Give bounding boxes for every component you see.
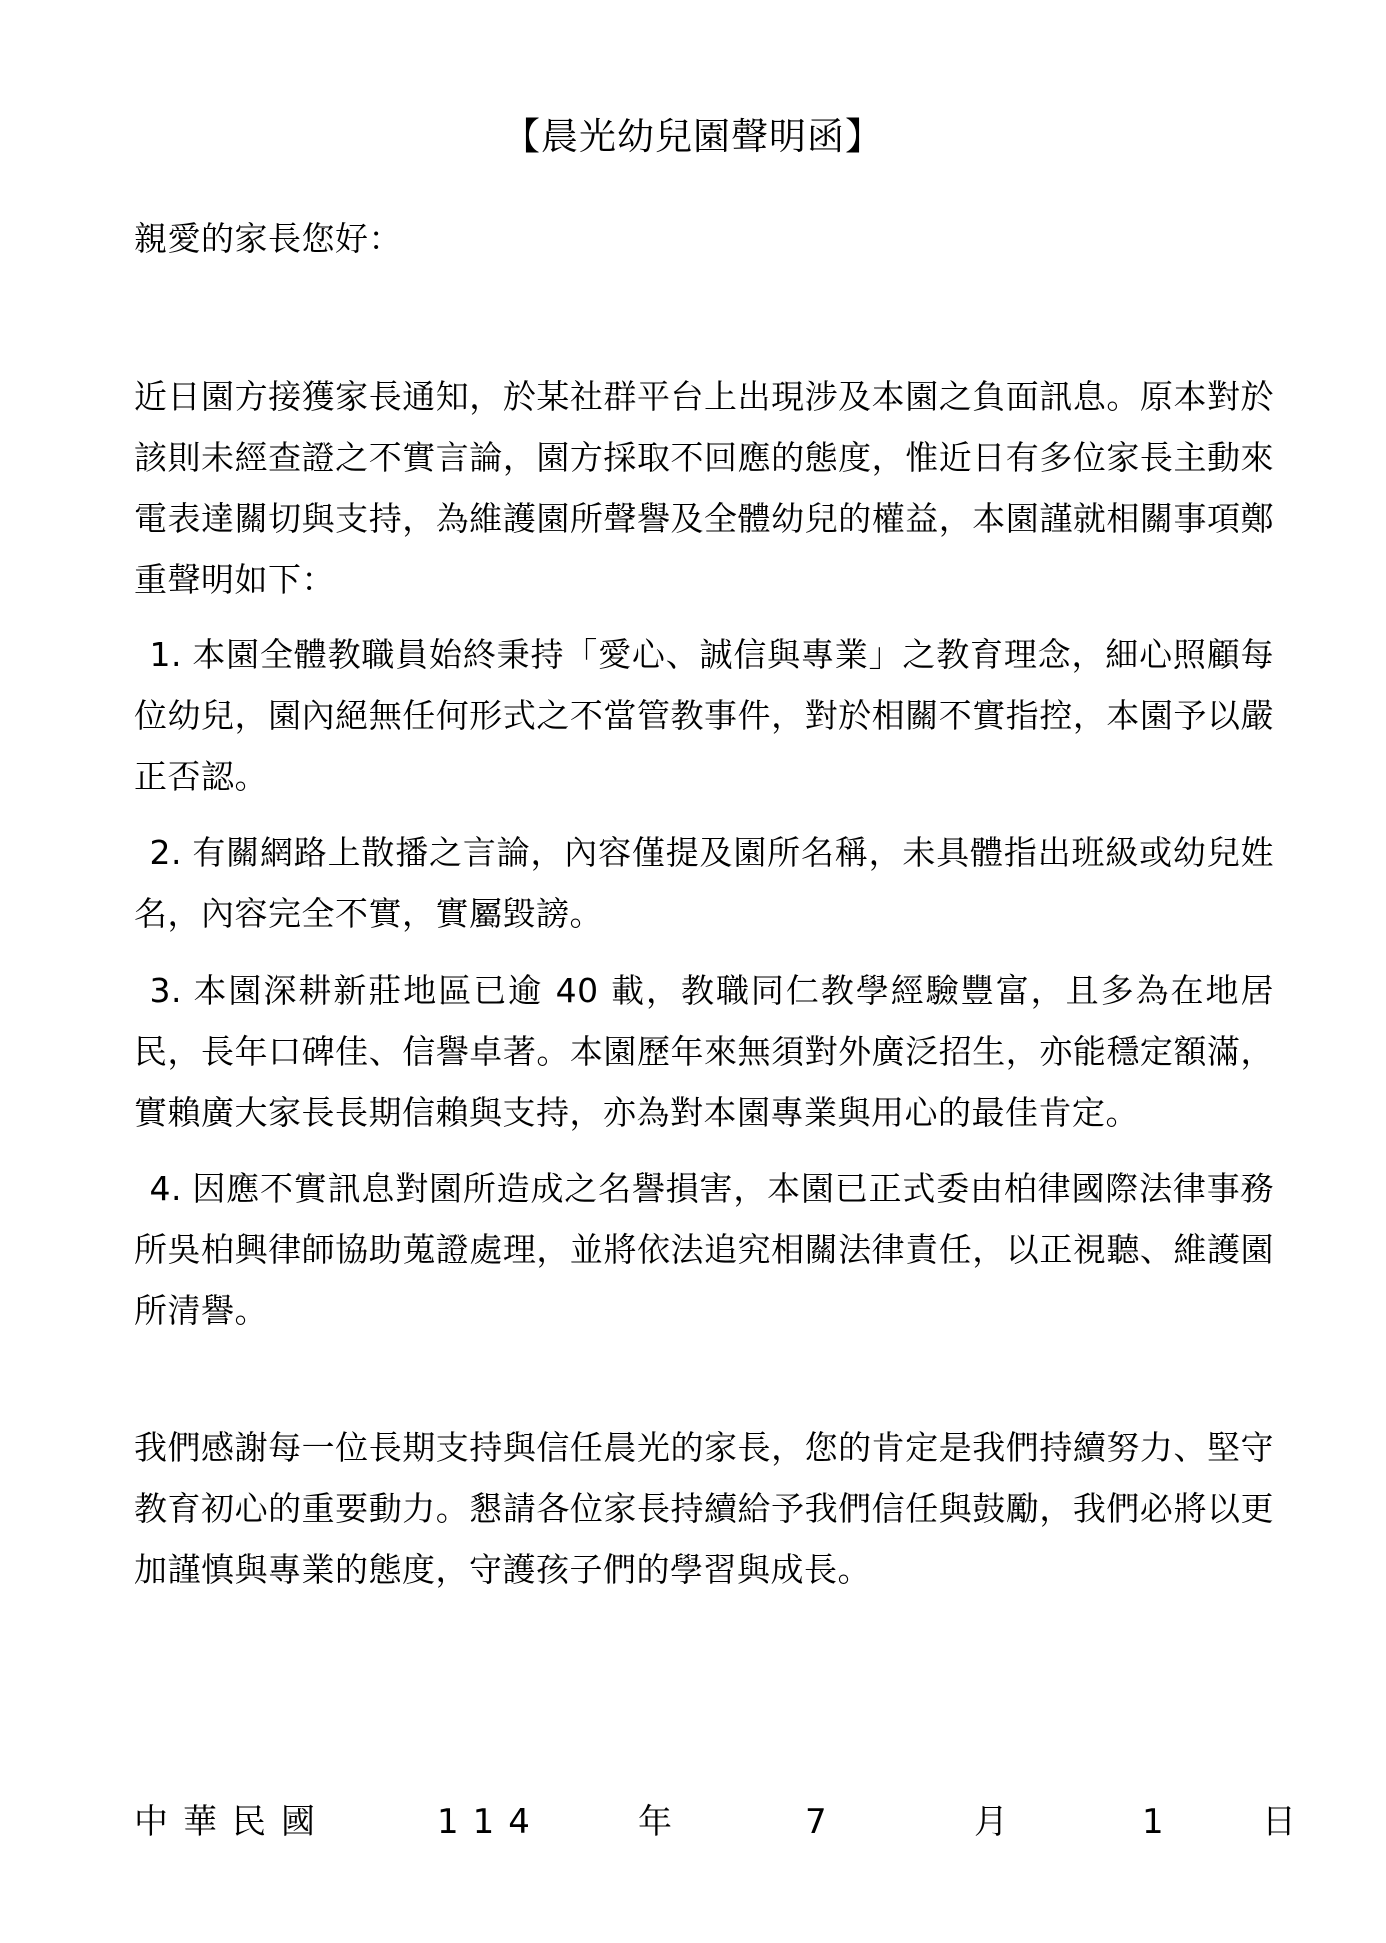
item-number: 2. bbox=[149, 833, 182, 872]
item-number: 3. bbox=[149, 971, 182, 1010]
item-text: 因應不實訊息對園所造成之名譽損害，本園已正式委由柏律國際法律事務所吳柏興律師協助蒐證處理，並將依法追究相關法律責任，以正視聽、維護園所清譽。 bbox=[134, 1169, 1274, 1330]
document-title: 【晨光幼兒園聲明函】 bbox=[503, 115, 883, 158]
date-day-unit: 日 bbox=[1262, 1802, 1296, 1842]
date-year: 114 bbox=[437, 1802, 544, 1842]
closing-paragraph bbox=[134, 1417, 1274, 1600]
date-year-unit: 年 bbox=[638, 1802, 672, 1842]
intro-text: 近日園方接獲家長通知，於某社群平台上出現涉及本園之負面訊息。原本對於該則未經查證之不實言論，園方採取不回應的態度，惟近日有多位家長主動來電表達關切與支持，為維護園所聲譽及全體幼兒的權益，本園謹就相關事項鄭重聲明如下： bbox=[134, 377, 1274, 599]
date-month: 7 bbox=[805, 1802, 827, 1842]
item-number: 1. bbox=[149, 635, 182, 674]
statement-item-1 bbox=[134, 624, 1274, 807]
item-text: 本園全體教職員始終秉持「愛心、誠信與專業」之教育理念，細心照顧每位幼兒，園內絕無任何形式之不當管教事件，對於相關不實指控，本園予以嚴正否認。 bbox=[134, 635, 1274, 796]
statement-item-2 bbox=[134, 822, 1274, 944]
date-day: 1 bbox=[1142, 1802, 1164, 1842]
salutation: 親愛的家長您好： bbox=[134, 219, 402, 258]
statement-item-3 bbox=[134, 960, 1274, 1143]
closing-text: 我們感謝每一位長期支持與信任晨光的家長，您的肯定是我們持續努力、堅守教育初心的重要動力。懇請各位家長持續給予我們信任與鼓勵，我們必將以更加謹慎與專業的態度，守護孩子們的學習與成長。 bbox=[134, 1428, 1274, 1589]
item-text: 本園深耕新莊地區已逾 40 載，教職同仁教學經驗豐富，且多為在地居民，長年口碑佳、信譽卓著。本園歷年來無須對外廣泛招生，亦能穩定額滿，實賴廣大家長長期信賴與支持，亦為對本園專業與用心的最佳肯定。 bbox=[134, 971, 1274, 1132]
date-month-unit: 月 bbox=[974, 1802, 1008, 1842]
date-line bbox=[134, 1800, 1294, 1844]
date-era: 中華民國 bbox=[134, 1802, 330, 1842]
item-text: 有關網路上散播之言論，內容僅提及園所名稱，未具體指出班級或幼兒姓名，內容完全不實，實屬毀謗。 bbox=[134, 833, 1274, 933]
statement-item-4 bbox=[134, 1158, 1274, 1341]
intro-paragraph bbox=[134, 366, 1274, 610]
item-number: 4. bbox=[149, 1169, 182, 1208]
